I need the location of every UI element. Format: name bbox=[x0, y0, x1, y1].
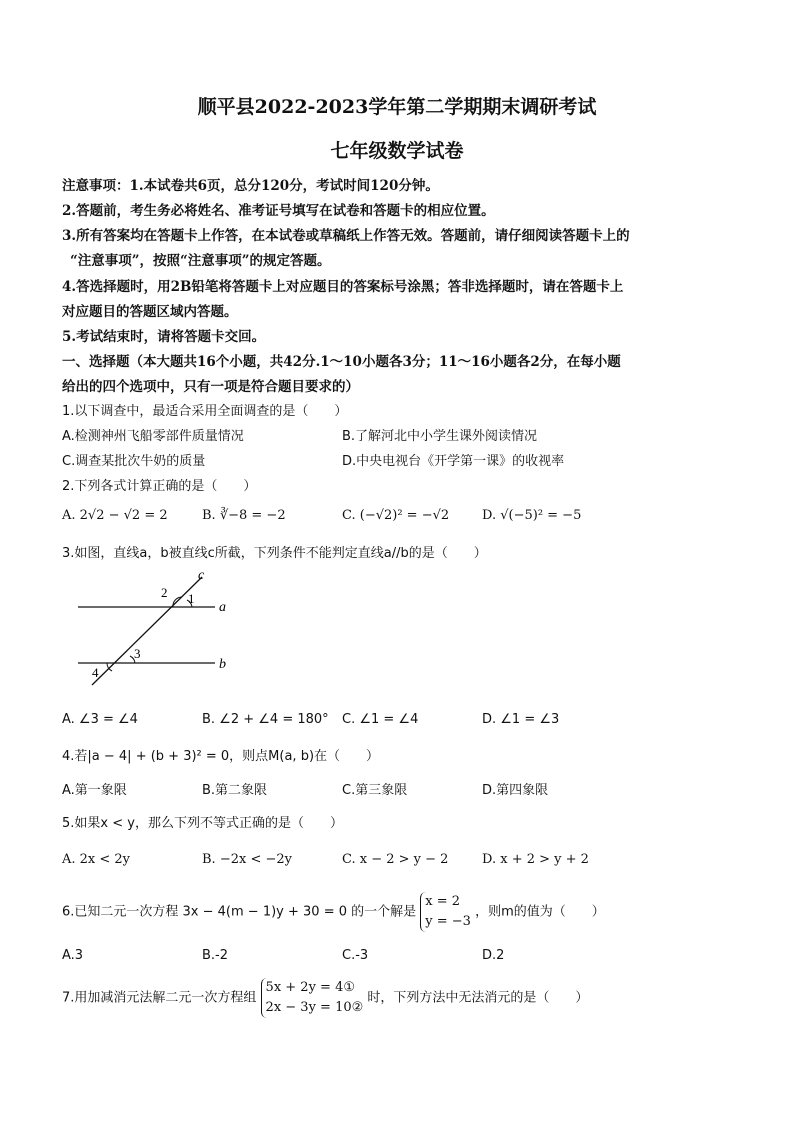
label-b: b bbox=[219, 657, 226, 672]
q6-option-d: D.2 bbox=[482, 948, 505, 963]
q3-option-b: B. ∠2 + ∠4 = 180° bbox=[202, 712, 329, 727]
q2-stem: 2.下列各式计算正确的是（ ） bbox=[62, 479, 257, 494]
section-heading-line-2: 给出的四个选项中，只有一项是符合题目要求的） bbox=[62, 379, 359, 395]
q2-option-c: C. (−√2)² = −√2 bbox=[342, 508, 450, 523]
q5-option-a: A. 2x < 2y bbox=[62, 852, 131, 867]
q5-stem: 5.如果x < y，那么下列不等式正确的是（ ） bbox=[62, 816, 343, 831]
q7-eq1: 5x + 2y = 4① bbox=[265, 980, 356, 995]
q4-option-d: D.第四象限 bbox=[482, 783, 549, 798]
q6-eq2: y = −3 bbox=[425, 914, 471, 929]
q1-option-c: C.调查某批次牛奶的质量 bbox=[62, 454, 206, 469]
q1-option-b: B.了解河北中小学生课外阅读情况 bbox=[342, 429, 538, 444]
q6-option-a: A.3 bbox=[62, 948, 84, 963]
note-line-2: 2.答题前，考生务必将姓名、准考证号填写在试卷和答题卡的相应位置。 bbox=[62, 203, 495, 219]
q5-option-b: B. −2x < −2y bbox=[202, 852, 292, 867]
q3-option-c: C. ∠1 = ∠4 bbox=[342, 712, 419, 727]
q6-stem-pre: 6.已知二元一次方程 3x − 4(m − 1)y + 30 = 0 的一个解是 bbox=[62, 904, 417, 920]
q4-stem: 4.若|a − 4| + (b + 3)² = 0，则点M(a, b)在（ ） bbox=[62, 749, 380, 764]
q7-stem-pre: 7.用加减消元法解二元一次方程组 bbox=[62, 990, 257, 1006]
q6-option-c: C.-3 bbox=[342, 948, 369, 963]
q4-option-b: B.第二象限 bbox=[202, 783, 268, 798]
q7-eq2: 2x − 3y = 10② bbox=[265, 1000, 364, 1015]
q6-system bbox=[420, 892, 471, 932]
angle-label-1: 1 bbox=[188, 591, 195, 606]
angle-label-2: 2 bbox=[161, 585, 168, 600]
exam-subtitle: 七年级数学试卷 bbox=[330, 140, 464, 162]
note-line-1: 注意事项：1.本试卷共6页，总分120分，考试时间120分钟。 bbox=[62, 178, 439, 194]
q5-option-d: D. x + 2 > y + 2 bbox=[482, 852, 589, 867]
q7-stem bbox=[62, 978, 588, 1018]
note-line-7: 5.考试结束时，请将答题卡交回。 bbox=[62, 329, 266, 345]
q3-stem: 3.如图，直线a，b被直线c所截，下列条件不能判定直线a//b的是（ ） bbox=[62, 546, 487, 561]
label-c: c bbox=[198, 568, 205, 583]
exam-title: 顺平县2022-2023学年第二学期期末调研考试 bbox=[197, 96, 597, 118]
q5-option-c: C. x − 2 > y − 2 bbox=[342, 852, 449, 867]
note-line-3: 3.所有答案均在答题卡上作答，在本试卷或草稿纸上作答无效。答题前，请仔细阅读答题卡上的 bbox=[62, 228, 630, 244]
q1-option-a: A.检测神州飞船零部件质量情况 bbox=[62, 429, 244, 444]
q3-option-a: A. ∠3 = ∠4 bbox=[62, 712, 138, 727]
note-line-4: “注意事项”，按照“注意事项”的规定答题。 bbox=[70, 253, 331, 269]
label-a: a bbox=[219, 600, 226, 615]
q6-stem bbox=[62, 892, 605, 932]
q2-option-a: A. 2√2 − √2 = 2 bbox=[62, 508, 168, 523]
q4-option-a: A.第一象限 bbox=[62, 783, 127, 798]
q2-option-b: B. ∛−8 = −2 bbox=[202, 508, 286, 523]
q1-stem: 1.以下调查中，最适合采用全面调查的是（ ） bbox=[62, 404, 348, 419]
q4-option-c: C.第三象限 bbox=[342, 783, 408, 798]
q1-option-d: D.中央电视台《开学第一课》的收视率 bbox=[342, 454, 565, 469]
q2-option-d: D. √(−5)² = −5 bbox=[482, 508, 582, 523]
note-line-5: 4.答选择题时，用2B铅笔将答题卡上对应题目的答案标号涂黑；答非选择题时，请在答题卡上 bbox=[62, 279, 624, 295]
angle-label-4: 4 bbox=[92, 665, 99, 680]
q6-option-b: B.-2 bbox=[202, 948, 229, 963]
q7-stem-post: 时，下列方法中无法消元的是（ ） bbox=[367, 990, 589, 1006]
q6-stem-post: ，则m的值为（ ） bbox=[475, 904, 605, 920]
note-line-6: 对应题目的答题区域内答题。 bbox=[62, 304, 238, 320]
q3-option-d: D. ∠1 = ∠3 bbox=[482, 712, 560, 727]
q7-system bbox=[261, 978, 364, 1018]
q6-eq1: x = 2 bbox=[425, 894, 461, 909]
q3-figure bbox=[70, 565, 240, 700]
section-heading-line-1: 一、选择题（本大题共16个小题，共42分.1～10小题各3分；11～16小题各2分，在每小题 bbox=[62, 354, 621, 370]
angle-label-3: 3 bbox=[134, 646, 141, 661]
